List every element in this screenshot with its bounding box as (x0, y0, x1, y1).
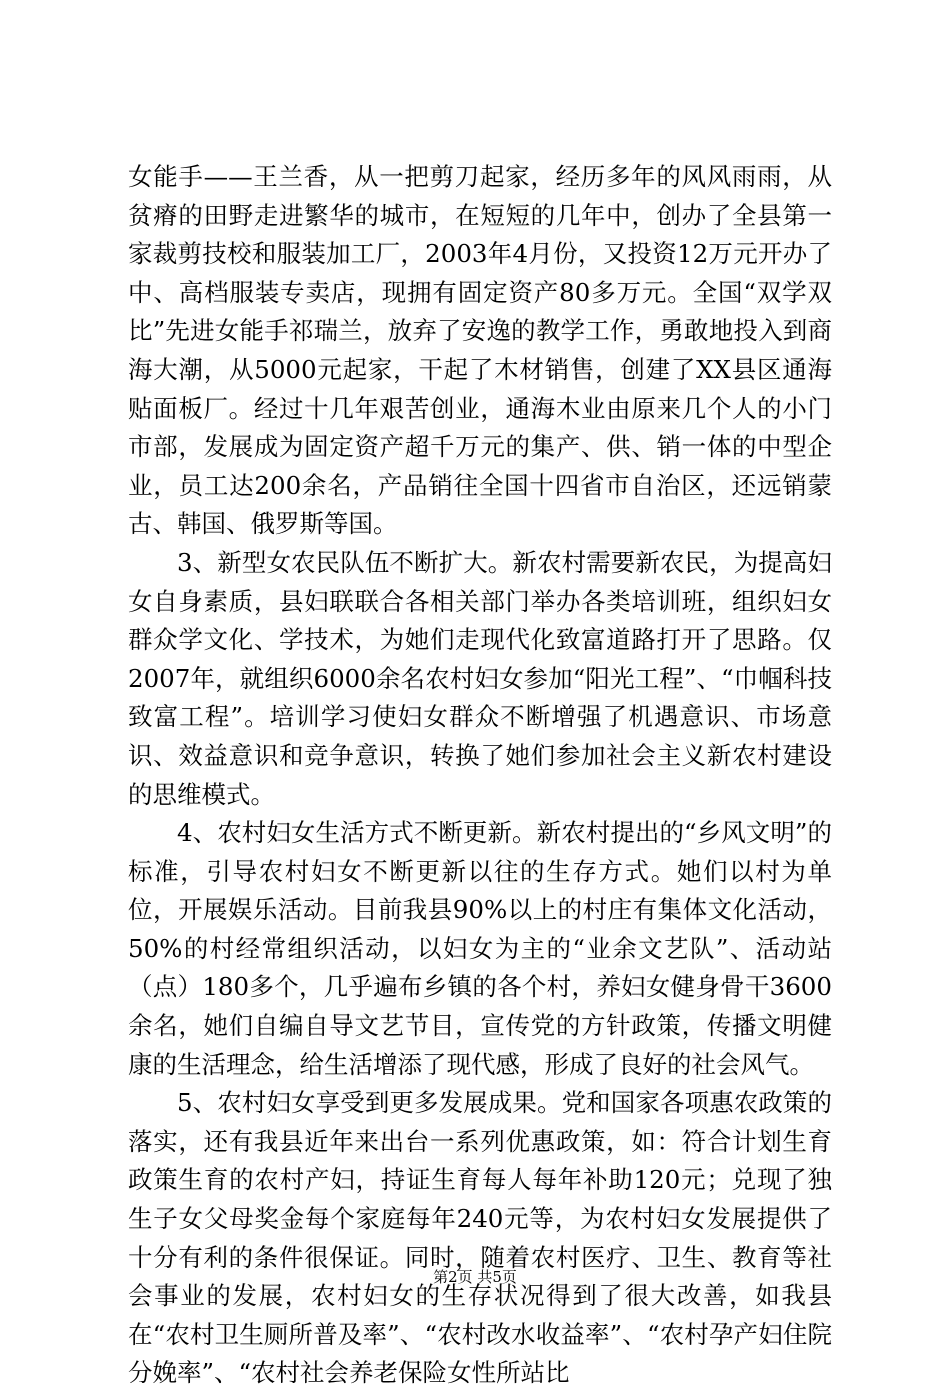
paragraph-continued: 女能手——王兰香，从一把剪刀起家，经历多年的风风雨雨，从贫瘠的田野走进繁华的城市，在短短的几年中，创办了全县第一家裁剪技校和服装加工厂，2003年4月份，又投资12万元开办了中、高档服装专卖店，现拥有固定资产80多万元。全国“双学双比”先进女能手祁瑞兰，放弃了安逸的教学工作，勇敢地投入到商海大潮，从5000元起家，干起了木材销售，创建了XX县区通海贴面板厂。经过十几年艰苦创业，通海木业由原来几个人的小门市部，发展成为固定资产超千万元的集产、供、销一体的中型企业，员工达200余名，产品销往全国十四省市自治区，还远销蒙古、韩国、俄罗斯等国。 (128, 162, 832, 539)
paragraph-5-development-results: 5、农村妇女享受到更多发展成果。党和国家各项惠农政策的落实，还有我县近年来出台一系列优惠政策，如：符合计划生育政策生育的农村产妇，持证生育每人每年补助120元；兑现了独生子女父母奖金每个家庭每年240元等，为农村妇女发展提供了十分有利的条件很保证。同时，随着农村医疗、卫生、教育等社会事业的发展，农村妇女的生存状况得到了很大改善，如我县在“农村卫生厕所普及率”、“农村改水收益率”、“农村孕产妇住院分娩率”、“农村社会养老保险女性所站比 (128, 1088, 832, 1388)
document-body (128, 158, 832, 1393)
page-number-footer: 第2页 共5页 (433, 1268, 517, 1286)
paragraph-4-lifestyle-update: 4、农村妇女生活方式不断更新。新农村提出的“乡风文明”的标准，引导农村妇女不断更新以往的生存方式。她们以村为单位，开展娱乐活动。目前我县90%以上的村庄有集体文化活动，50%的村经常组织活动，以妇女为主的“业余文艺队”、活动站（点）180多个，几乎遍布乡镇的各个村，养妇女健身骨干3600余名，她们自编自导文艺节目，宣传党的方针政策，传播文明健康的生活理念，给生活增添了现代感，形成了良好的社会风气。 (128, 818, 832, 1079)
paragraph-3-new-female-farmers: 3、新型女农民队伍不断扩大。新农村需要新农民，为提高妇女自身素质，县妇联联合各相关部门举办各类培训班，组织妇女群众学文化、学技术，为她们走现代化致富道路打开了思路。仅2007年，就组织6000余名农村妇女参加“阳光工程”、“巾帼科技致富工程”。培训学习使妇女群众不断增强了机遇意识、市场意识、效益意识和竞争意识，转换了她们参加社会主义新农村建设的思维模式。 (128, 547, 832, 809)
